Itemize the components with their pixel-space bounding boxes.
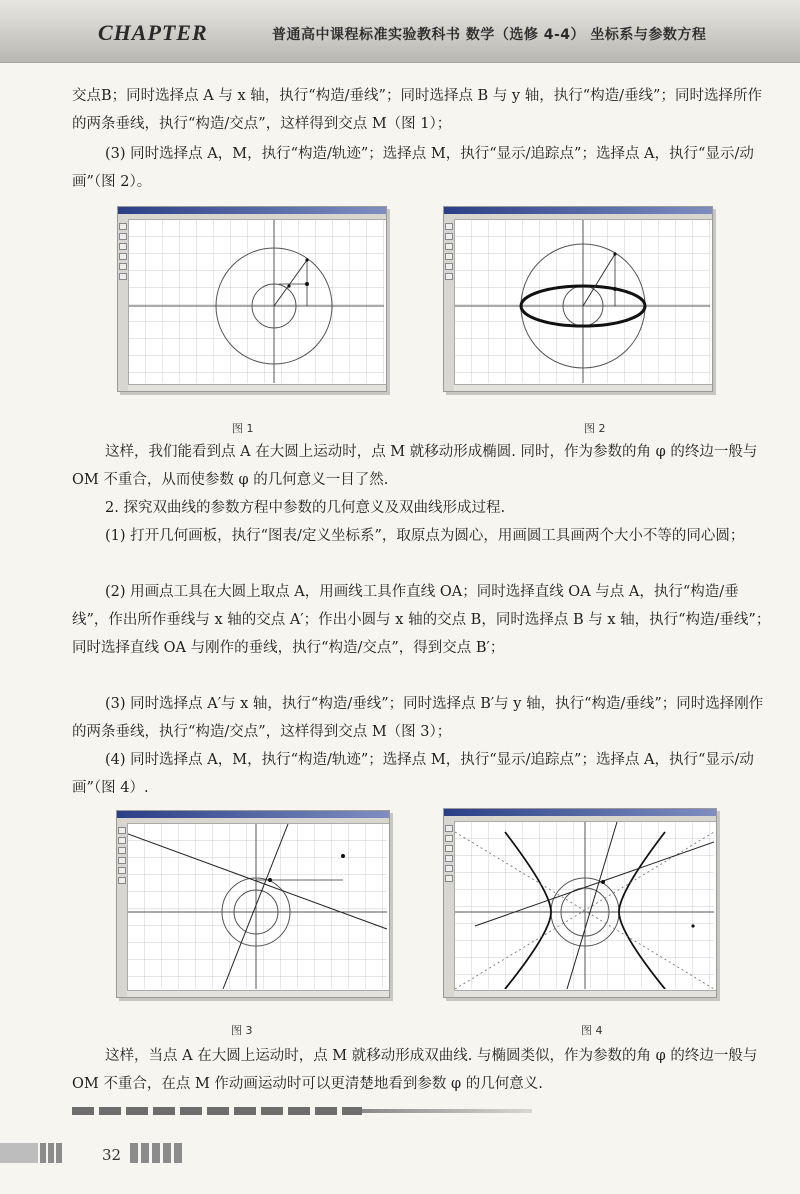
page-header	[0, 0, 800, 63]
figure-4-drawing	[455, 822, 714, 989]
figure-1-drawing	[129, 220, 384, 383]
paragraph-9: 这样，当点 A 在大圆上运动时，点 M 就移动形成双曲线. 与椭圆类似，作为参数的角 φ 的终边一般与 OM 不重合，在点 M 作动画运动时可以更清楚地看到参数 φ 的几何意义.	[72, 1048, 758, 1092]
paragraph-7: (3) 同时选择点 A′与 x 轴，执行“构造/垂线”；同时选择点 B′与 y 轴，执行“构造/垂线”；同时选择刚作的两条垂线，执行“构造/交点”，这样得到交点 M（图 3）；	[72, 696, 764, 740]
paragraph-8: (4) 同时选择点 A，M，执行“构造/轨迹”；选择点 M，执行“显示/追踪点”；选择点 A，执行“显示/动画”（图 4）.	[72, 752, 754, 796]
page-number: 32	[102, 1146, 122, 1164]
paragraph-1: 交点B；同时选择点 A 与 x 轴，执行“构造/垂线”；同时选择点 B 与 y 轴，执行“构造/垂线”；同时选择所作的两条垂线，执行“构造/交点”，这样得到交点 M（图 1）；	[72, 88, 762, 132]
figure-2-drawing	[455, 220, 710, 383]
paragraph-2: (3) 同时选择点 A，M，执行“构造/轨迹”；选择点 M，执行“显示/追踪点”；选择点 A，执行“显示/动画”（图 2）。	[72, 146, 754, 190]
paragraph-5: (1) 打开几何画板，执行“图表/定义坐标系”，取原点为圆心，用画圆工具画两个大小不等的同心圆；	[105, 528, 745, 544]
paragraph-4: 2. 探究双曲线的参数方程中参数的几何意义及双曲线形成过程.	[105, 500, 506, 516]
figure-3-screenshot	[116, 810, 390, 998]
figure-3-drawing	[128, 824, 387, 989]
figure-1-screenshot	[117, 206, 387, 392]
figure-4-screenshot	[443, 808, 717, 998]
figure-4-caption: 图 4	[581, 1024, 603, 1037]
figure-2-caption: 图 2	[584, 422, 606, 435]
paragraph-3: 这样，我们能看到点 A 在大圆上运动时，点 M 就移动形成椭圆. 同时，作为参数的角 φ 的终边一般与 OM 不重合，从而使参数 φ 的几何意义一目了然.	[72, 444, 758, 488]
figure-3-caption: 图 3	[231, 1024, 253, 1037]
figure-1-caption: 图 1	[232, 422, 254, 435]
chapter-label: CHAPTER	[98, 20, 208, 45]
paragraph-6: (2) 用画点工具在大圆上取点 A，用画线工具作直线 OA；同时选择直线 OA 与点 A，执行“构造/垂线”，作出所作垂线与 x 轴的交点 A′；作出小圆与 x 轴的交点 B，同时选择点 B 与 x 轴，执行“构造/垂线”；同时选择直线 OA 与刚作的垂线，执行“构造/交点”，得到交点 B′；	[72, 584, 771, 656]
book-title: 普通高中课程标准实验教科书 数学（选修 4-4） 坐标系与参数方程	[272, 27, 707, 43]
figure-2-screenshot	[443, 206, 713, 392]
